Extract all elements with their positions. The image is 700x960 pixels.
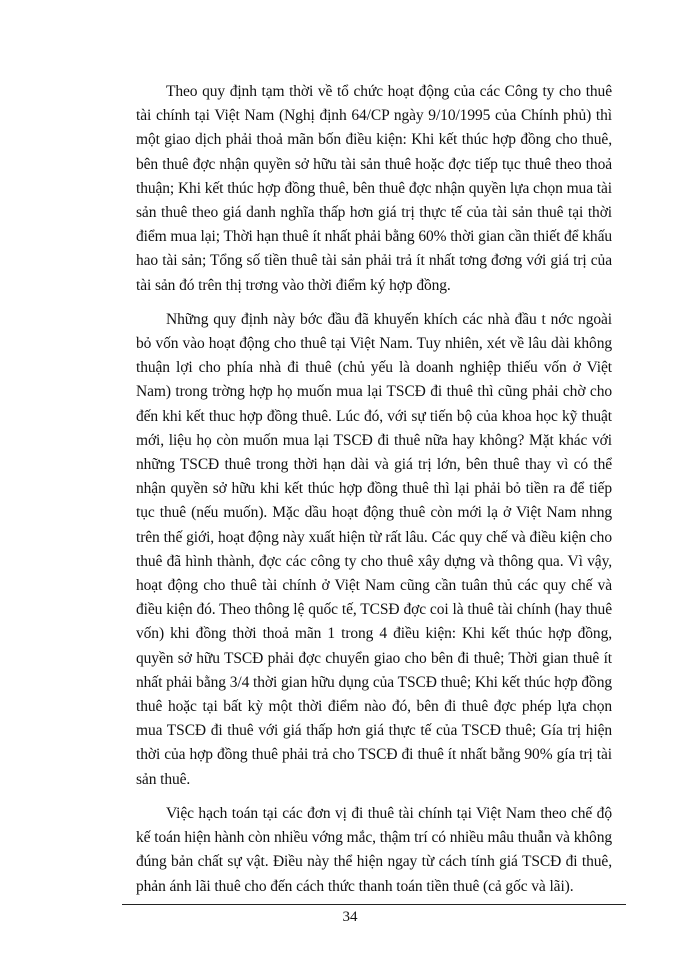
body-text [136,80,612,909]
page-number: 34 [342,909,358,925]
paragraph-2: Những quy định này bớc đầu đã khuyến khích các nhà đầu t nớc ngoài bỏ vốn vào hoạt động cho thuê tại Việt Nam. Tuy nhiên, xét về lâu dài không thuận lợi cho phía nhà đi thuê (chủ yếu là doanh nghiệp thiếu vốn ở Việt Nam) trong trờng hợp họ muốn mua lại TSCĐ đi thuê thì cũng phải chờ cho đến khi kết thuc hợp đồng thuê. Lúc đó, với sự tiến bộ của khoa học kỹ thuật mới, liệu họ còn muốn mua lại TSCĐ đi thuê nữa hay không? Mặt khác với những TSCĐ thuê trong thời hạn dài và giá trị lớn, bên thuê thay vì có thể nhận quyền sở hữu khi kết thúc hợp đồng thuê thì lại phải bỏ tiền ra để tiếp tục thuê (nếu muốn). Mặc dầu hoạt động thuê còn mới lạ ở Việt Nam nhng trên thế giới, hoạt động này xuất hiện từ rất lâu. Các quy chế và điều kiện cho thuê đã hình thành, đợc các công ty cho thuê xây dựng và thông qua. Vì vậy, hoạt động cho thuê tài chính ở Việt Nam cũng cần tuân thủ các quy chế và điều kiện đó. Theo thông lệ quốc tế, TCSĐ đợc coi là thuê tài chính (hay thuê vốn) khi đồng thời thoả mãn 1 trong 4 điều kiện: Khi kết thúc hợp đồng, quyền sở hữu TSCĐ phải đợc chuyển giao cho bên đi thuê; Thời gian thuê ít nhất phải bằng 3/4 thời gian hữu dụng của TSCĐ thuê; Khi kết thúc hợp đồng thuê hoặc tại bất kỳ một thời điểm nào đó, bên đi thuê đợc phép lựa chọn mua TSCĐ đi thuê với giá thấp hơn giá thực tế của TSCĐ thuê; Gía trị hiện thời của hợp đồng thuê phải trả cho TSCĐ đi thuê ít nhất bằng 90% gía trị tài sản thuê. [136,310,612,788]
paragraph-1: Theo quy định tạm thời về tổ chức hoạt động của các Công ty cho thuê tài chính tại Việt Nam (Nghị định 64/CP ngày 9/10/1995 của Chính phủ) thì một giao dịch phải thoả mãn bốn điều kiện: Khi kết thúc hợp đồng cho thuê, bên thuê đợc nhận quyền sở hữu tài sản thuê hoặc đợc tiếp tục thuê theo thoả thuận; Khi kết thúc hợp đồng thuê, bên thuê đợc nhận quyền lựa chọn mua tài sản thuê theo giá danh nghĩa thấp hơn giá trị thực tế của tài sản thuê tại thời điểm mua lại; Thời hạn thuê ít nhất phải bằng 60% thời gian cần thiết để khấu hao tài sản; Tổng số tiền thuê tài sản phải trả ít nhất tơng đơng với giá trị của tài sản đó trên thị trơng vào thời điểm ký hợp đồng. [136,83,612,294]
paragraph-3: Việc hạch toán tại các đơn vị đi thuê tài chính tại Việt Nam theo chế độ kế toán hiện hành còn nhiều vớng mắc, thậm trí có nhiều mâu thuẫn và không đúng bản chất sự vật. Điều này thể hiện ngay từ cách tính giá TSCĐ đi thuê, phản ánh lãi thuê cho đến cách thức thanh toán tiền thuê (cả gốc và lãi). [136,804,612,895]
footer-divider [122,904,626,905]
